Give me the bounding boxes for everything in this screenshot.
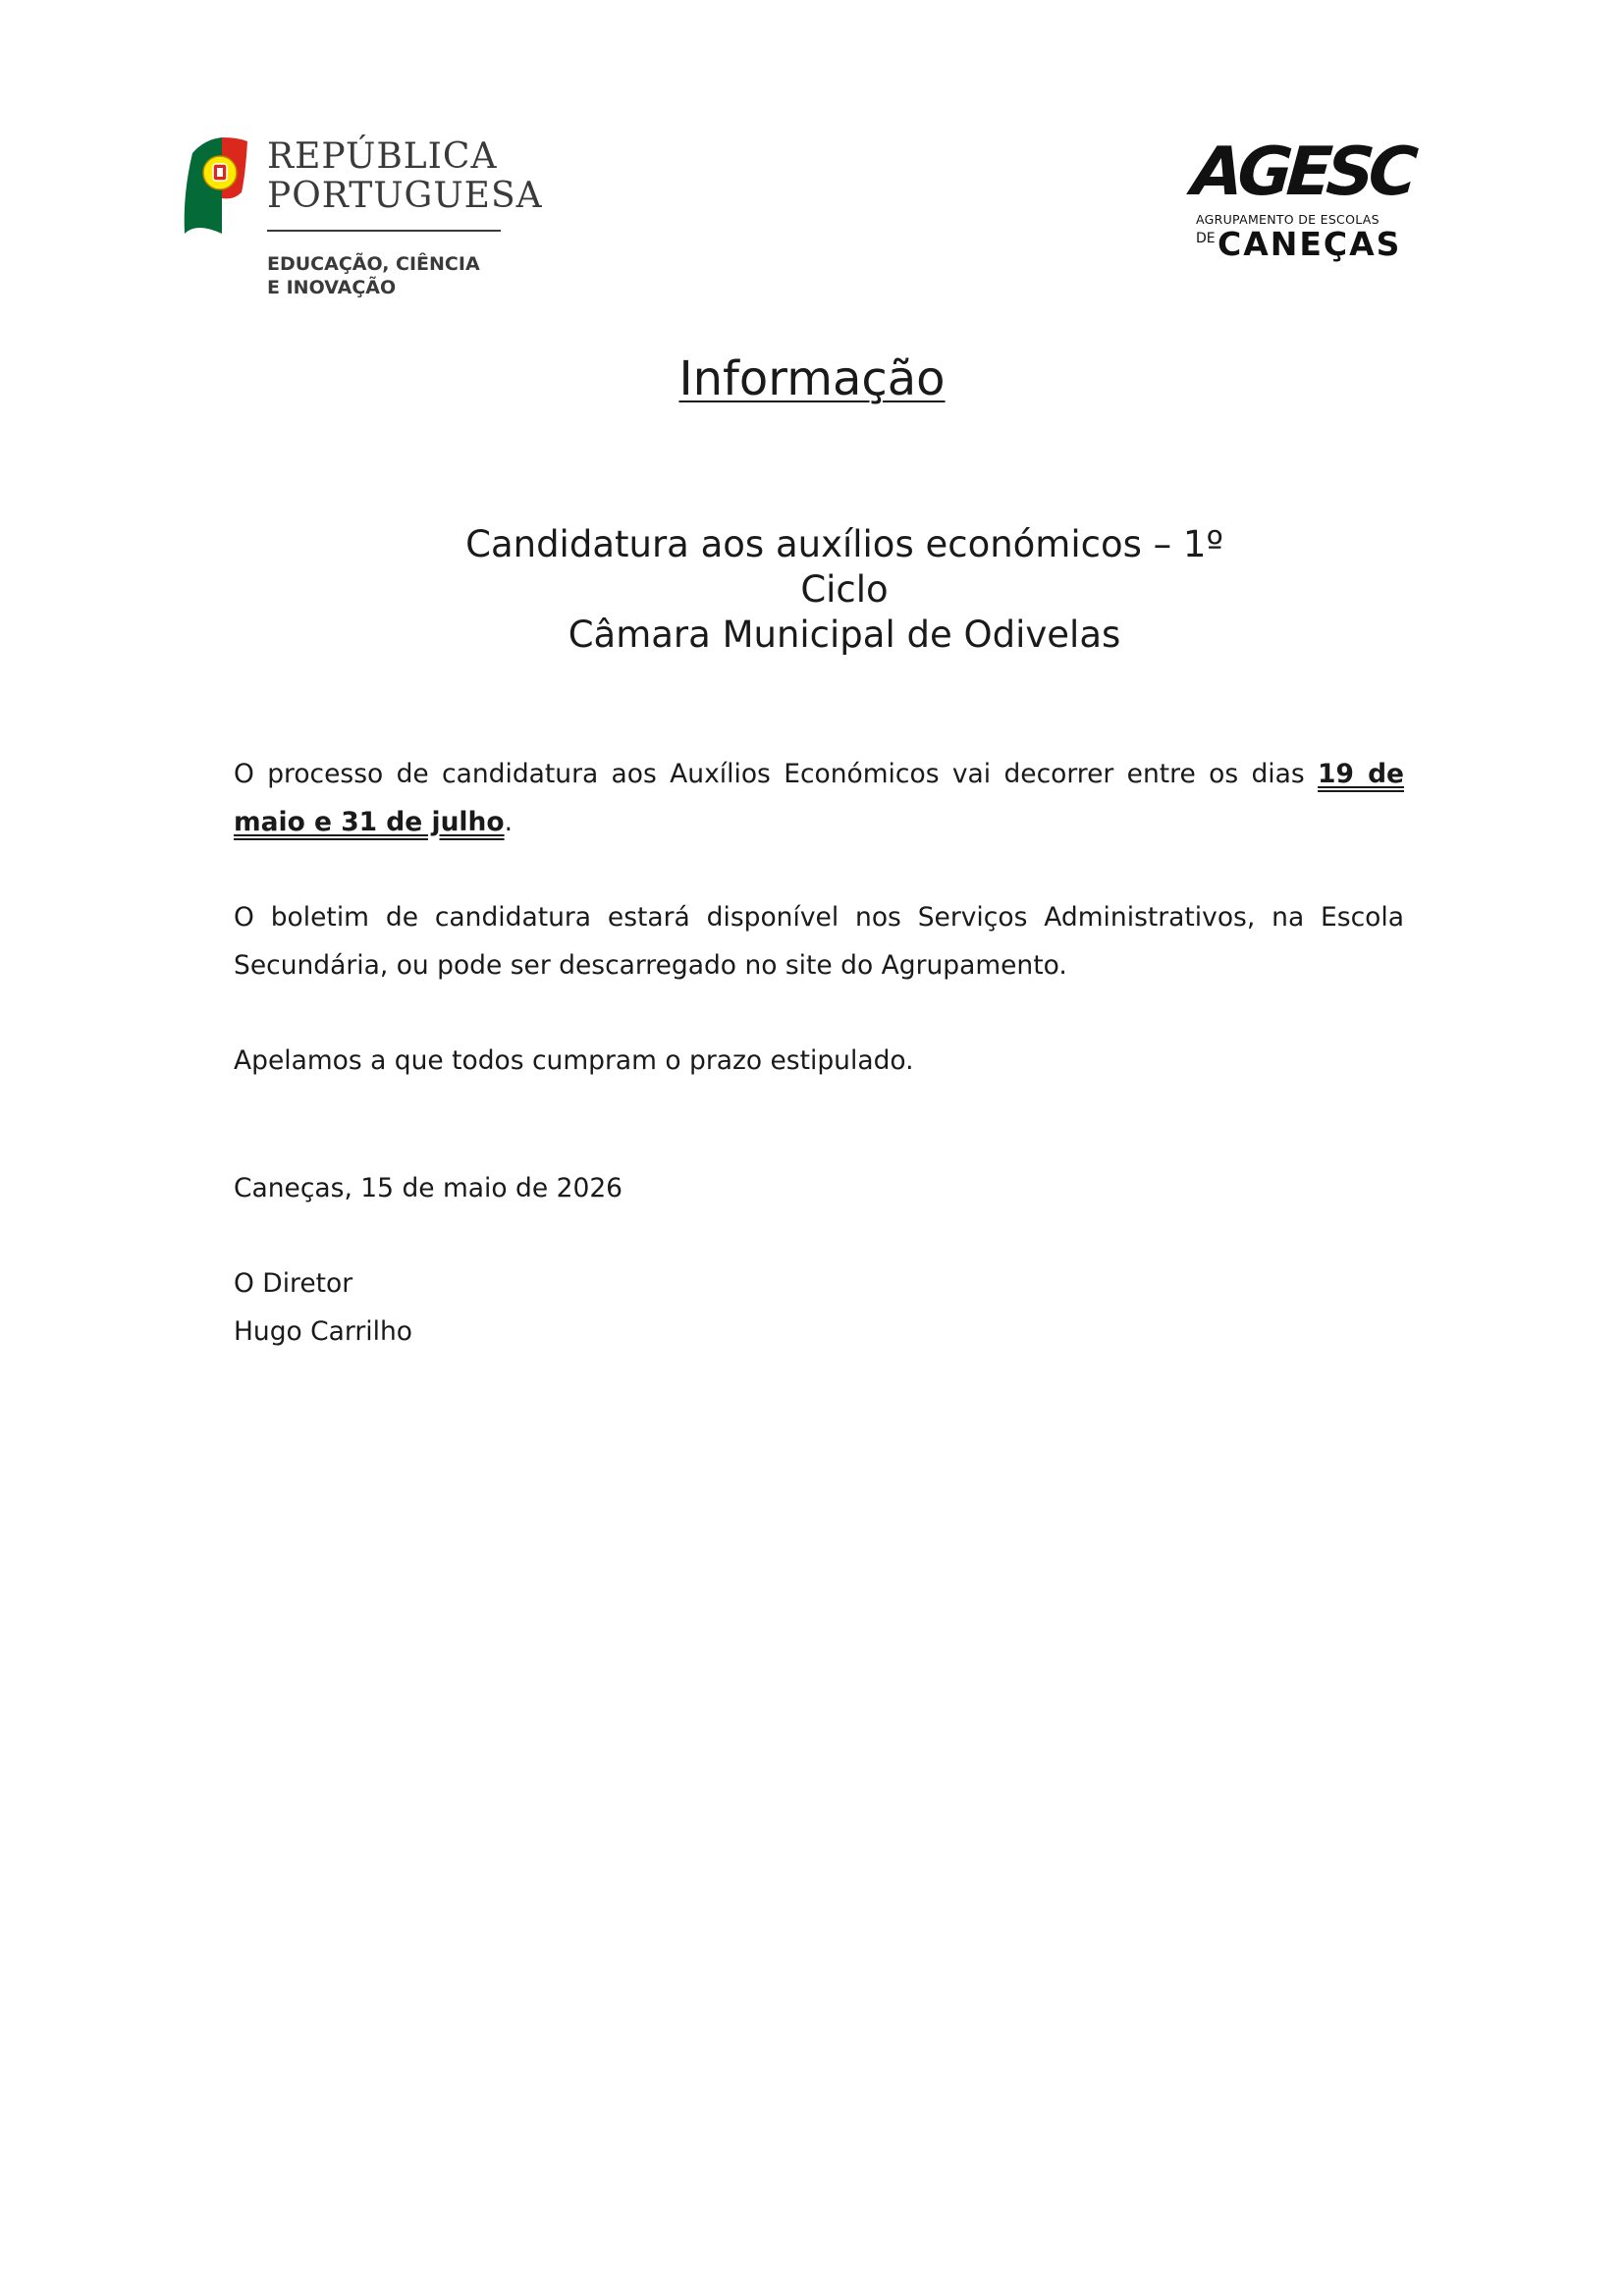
document-subtitle xyxy=(432,522,1257,658)
agesc-logo-subtitle: AGRUPAMENTO DE ESCOLAS xyxy=(1196,212,1380,227)
document-title-text: Informação xyxy=(678,351,946,406)
agesc-logo-name: CANEÇAS xyxy=(1218,225,1402,263)
logo-ministry-line2: E INOVAÇÃO xyxy=(267,277,397,298)
paragraph-1-intro: O processo de candidatura aos Auxílios Económicos vai decorrer entre os dias xyxy=(234,759,1319,789)
subtitle-line-1: Candidatura aos auxílios económicos – 1º Ciclo xyxy=(465,523,1223,611)
paragraph-1-end: . xyxy=(504,807,514,837)
signer-role: O Diretor xyxy=(234,1268,353,1299)
logo-text-portuguesa: PORTUGUESA xyxy=(267,176,543,216)
paragraph-form-availability: O boletim de candidatura estará disponível nos Serviços Administrativos, na Escola Secundária, ou pode ser descarregado no site do Agrupamento. xyxy=(234,902,1404,981)
document-title xyxy=(0,351,1624,408)
paragraph-application-period xyxy=(234,750,1404,846)
subtitle-line-2: Câmara Municipal de Odivelas xyxy=(568,614,1121,656)
agesc-logo-mark: AGESC xyxy=(1189,133,1415,211)
agesc-school-logo xyxy=(1189,133,1428,263)
paragraph-deadline-appeal: Apelamos a que todos cumpram o prazo estipulado. xyxy=(234,1045,914,1076)
agesc-logo-de: DE xyxy=(1196,231,1216,246)
republica-portuguesa-logo xyxy=(183,135,543,304)
logo-text-republica: REPÚBLICA xyxy=(267,136,498,177)
logo-ministry-line1: EDUCAÇÃO, CIÊNCIA xyxy=(267,253,480,275)
logo-divider xyxy=(267,230,501,232)
signer-name: Hugo Carrilho xyxy=(234,1316,412,1347)
application-dates-highlight: 19 de maio e 31 de julho xyxy=(234,759,1405,837)
document-date: Caneças, 15 de maio de 2026 xyxy=(234,1173,623,1203)
portugal-flag-emblem-icon xyxy=(183,135,247,238)
